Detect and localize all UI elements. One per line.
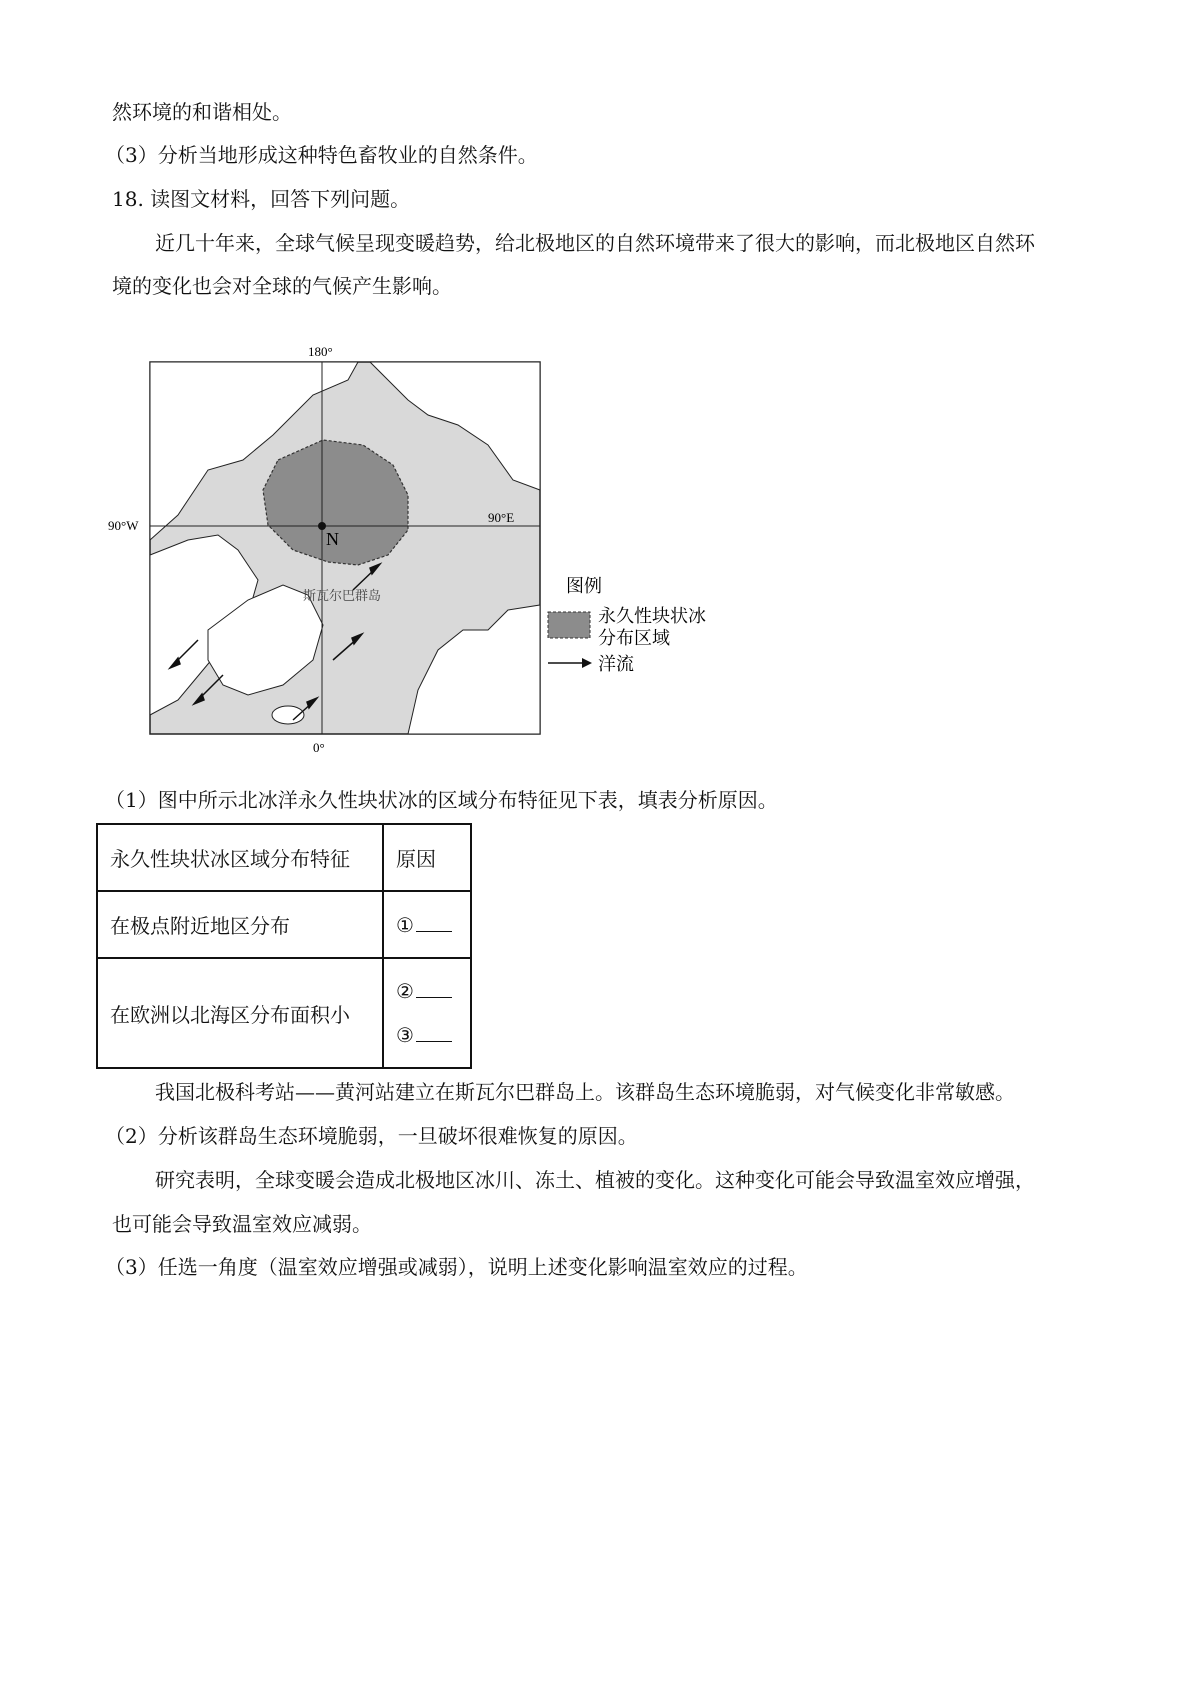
row1-answer[interactable]: ①: [383, 891, 471, 958]
question-18-title: 18. 读图文材料，回答下列问题。: [112, 187, 411, 211]
legend-ice-label-2: 分布区域: [598, 628, 670, 649]
legend-ice-swatch: [548, 612, 590, 638]
row1-feature: 在极点附近地区分布: [97, 891, 383, 958]
row2-answer[interactable]: ② ③: [383, 958, 471, 1068]
legend-current-label: 洋流: [598, 654, 634, 675]
question-18-3: （3）任选一角度（温室效应增强或减弱），说明上述变化影响温室效应的过程。: [105, 1255, 808, 1279]
label-north-pole: N: [326, 529, 339, 549]
paragraph-2: 我国北极科考站——黄河站建立在斯瓦尔巴群岛上。该群岛生态环境脆弱，对气候变化非常敏感。: [155, 1080, 1015, 1104]
arctic-map: [108, 340, 728, 770]
label-0: 0°: [313, 740, 325, 755]
question-18-2: （2）分析该群岛生态环境脆弱，一旦破坏很难恢复的原因。: [105, 1124, 638, 1148]
question-17-3: （3）分析当地形成这种特色畜牧业的自然条件。: [105, 143, 538, 167]
row2-feature: 在欧洲以北海区分布面积小: [97, 958, 383, 1068]
header-reason: 原因: [383, 824, 471, 891]
paragraph-3-line-2: 也可能会导致温室效应减弱。: [112, 1212, 372, 1236]
legend-ice-label-1: 永久性块状冰: [598, 606, 706, 627]
paragraph-3-line-1: 研究表明，全球变暖会造成北极地区冰川、冻土、植被的变化。这种变化可能会导致温室效应增强，: [155, 1168, 1035, 1192]
paragraph-1-line-2: 境的变化也会对全球的气候产生影响。: [112, 274, 452, 298]
paragraph-1-line-1: 近几十年来，全球气候呈现变暖趋势，给北极地区的自然环境带来了很大的影响，而北极地区自然环: [155, 231, 1035, 255]
label-90w: 90°W: [108, 518, 139, 533]
legend-title: 图例: [566, 576, 602, 597]
label-svalbard: 斯瓦尔巴群岛: [303, 589, 382, 604]
legend-current-arrow: [582, 658, 592, 668]
feature-table: [96, 823, 472, 1069]
question-18-1: （1）图中所示北冰洋永久性块状冰的区域分布特征见下表，填表分析原因。: [105, 788, 778, 812]
label-90e: 90°E: [488, 510, 515, 525]
text-line-1: 然环境的和谐相处。: [112, 100, 292, 124]
label-180: 180°: [308, 344, 333, 359]
header-feature: 永久性块状冰区域分布特征: [97, 824, 383, 891]
